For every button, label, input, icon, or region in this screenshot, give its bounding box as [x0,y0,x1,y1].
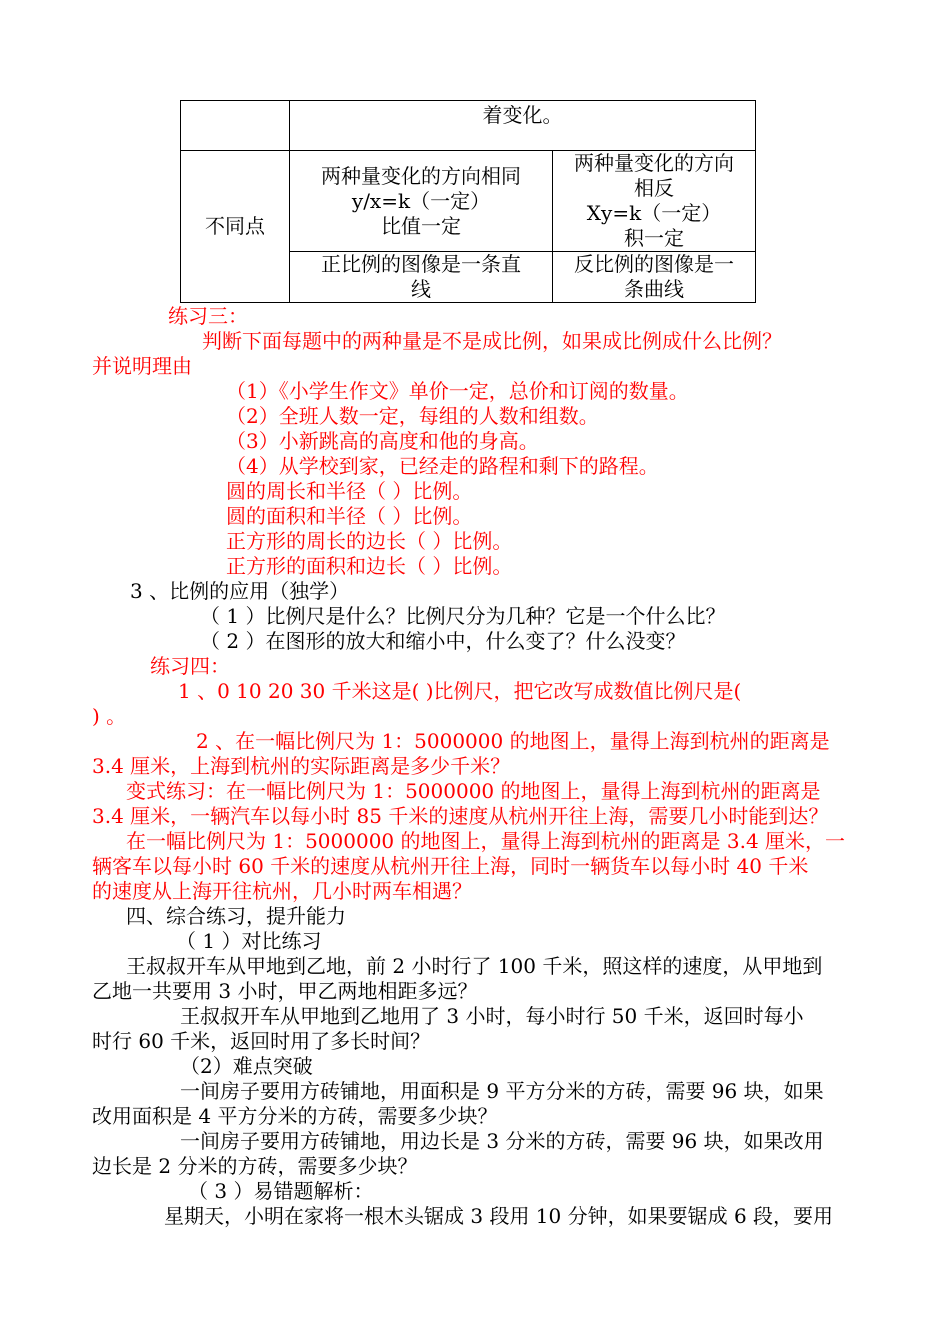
compare-problem-2: 王叔叔开车从甲地到乙地用了 3 小时，每小时行 50 千米，返回时每小 [180,1004,804,1028]
exercise-3-item-3: （3）小新跳高的高度和他的身高。 [226,429,539,453]
inverse-graph-text: 反比例的图像是一 [574,252,734,276]
exercise-3-heading: 练习三： [168,304,248,328]
sawing-problem: 星期天，小明在家将一根木头锯成 3 段用 10 分钟，如果要锯成 6 段，要用 [164,1204,834,1228]
differences-label: 不同点 [205,214,265,238]
compare-problem-2-cont: 时行 60 千米，返回时用了多长时间？ [92,1029,431,1053]
difficulty-heading: （2）难点突破 [180,1054,313,1078]
inverse-graph-cell [553,252,756,303]
tile-problem-1: 一间房子要用方砖铺地，用面积是 9 平方分米的方砖，需要 96 块，如果 [180,1079,824,1103]
compare-problem-1: 王叔叔开车从甲地到乙地，前 2 小时行了 100 千米，照这样的速度，从甲地到 [126,954,823,978]
section-3-question-2: （ 2 ）在图形的放大和缩小中，什么变了？什么没变？ [200,629,686,653]
fill-in-square-area: 正方形的面积和边长（ ）比例。 [226,554,513,578]
exercise-3-instruction: 判断下面每题中的两种量是不是成比例，如果成比例成什么比例？ [202,329,782,353]
direct-constant: 比值一定 [381,213,461,238]
fill-in-square-perimeter: 正方形的周长的边长（ ）比例。 [226,529,513,553]
differences-label-cell [181,151,290,303]
tile-problem-1-cont: 改用面积是 4 平方分米的方砖，需要多少块？ [92,1104,498,1128]
inverse-graph-text-cont: 条曲线 [624,277,684,301]
variant-exercise: 变式练习：在一幅比例尺为 1：5000000 的地图上，量得上海到杭州的距离是 [126,779,821,803]
exercise-3-item-1: （1）《小学生作文》单价一定，总价和订阅的数量。 [226,379,689,403]
direct-graph-cell [290,252,553,303]
direct-graph-text-cont: 线 [411,277,431,301]
meeting-problem-cont: 辆客车以每小时 60 千米的速度从杭州开往上海，同时一辆货车以每小时 40 千米 [92,854,809,878]
exercise-4-item-1-cont: ) 。 [92,704,127,728]
section-3-heading: 3 、比例的应用（独学） [130,579,350,603]
exercise-3-instruction-cont: 并说明理由 [92,354,192,378]
direct-change-direction: 两种量变化的方向相同 [321,163,521,188]
table-continuation-cell [290,101,756,151]
meeting-problem: 在一幅比例尺为 1：5000000 的地图上，量得上海到杭州的距离是 3.4 厘米，一 [126,829,846,853]
section-3-question-1: （ 1 ）比例尺是什么？比例尺分为几种？它是一个什么比？ [200,604,726,628]
exercise-3-item-2: （2）全班人数一定，每组的人数和组数。 [226,404,599,428]
compare-practice-heading: （ 1 ）对比练习 [176,929,322,953]
meeting-problem-end: 的速度从上海开往杭州，几小时两车相遇？ [92,879,472,903]
direct-proportion-cell [290,151,553,252]
inverse-formula: Xy=k（一定） [586,201,722,225]
fill-in-circle-area: 圆的面积和半径（ ）比例。 [226,504,473,528]
error-prone-heading: （ 3 ）易错题解析： [188,1179,374,1203]
exercise-4-heading: 练习四： [150,654,230,678]
exercise-3-item-4: （4）从学校到家，已经走的路程和剩下的路程。 [226,454,659,478]
direct-formula: y/x=k（一定） [351,188,491,213]
tile-problem-2: 一间房子要用方砖铺地，用边长是 3 分米的方砖，需要 96 块，如果改用 [180,1129,824,1153]
inverse-proportion-cell [553,151,756,252]
comparison-table [180,100,756,303]
inverse-change-direction: 两种量变化的方向 [574,151,734,175]
exercise-4-item-1: 1 、0 10 20 30 千米这是( )比例尺，把它改写成数值比例尺是( [178,679,742,703]
compare-problem-1-cont: 乙地一共要用 3 小时，甲乙两地相距多远？ [92,979,478,1003]
fill-in-circle-perimeter: 圆的周长和半径（ ）比例。 [226,479,473,503]
tile-problem-2-cont: 边长是 2 分米的方砖，需要多少块？ [92,1154,418,1178]
inverse-constant: 积一定 [624,226,684,250]
exercise-4-item-2: 2 、在一幅比例尺为 1：5000000 的地图上，量得上海到杭州的距离是 [196,729,830,753]
variant-exercise-cont: 3.4 厘米，一辆汽车以每小时 85 千米的速度从杭州开往上海，需要几小时能到达？ [92,804,829,828]
table-continuation-text: 着变化。 [482,103,563,127]
section-4-heading: 四、综合练习，提升能力 [126,904,346,928]
table-empty-cell [181,101,290,151]
direct-graph-text: 正比例的图像是一条直 [321,252,521,276]
inverse-change-direction-cont: 相反 [634,176,674,200]
exercise-4-item-2-cont: 3.4 厘米，上海到杭州的实际距离是多少千米？ [92,754,511,778]
